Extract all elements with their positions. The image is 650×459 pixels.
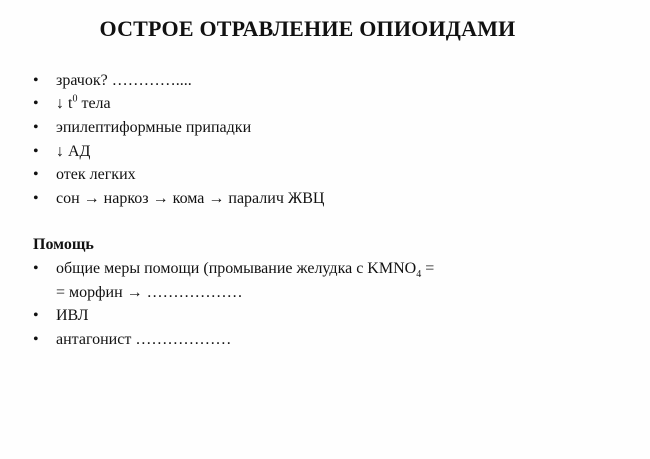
bullet: • xyxy=(33,95,39,112)
bullet: • xyxy=(33,72,39,89)
help-general-measures-suffix: = xyxy=(421,260,435,277)
help-antagonist: антагонист ……………… xyxy=(56,331,232,348)
subscript-4: 4 xyxy=(416,269,422,281)
bullet: • xyxy=(33,307,39,324)
bullet: • xyxy=(33,119,39,136)
symptom-pulmonary-edema: отек легких xyxy=(56,166,136,183)
degree-superscript: 0 xyxy=(72,93,78,105)
symptom-seizures: эпилептиформные припадки xyxy=(56,119,252,136)
bullet: • xyxy=(33,166,39,183)
symptom-pupil: зрачок? ………….... xyxy=(56,72,192,89)
symptom-temperature-main: ↓ t xyxy=(56,95,73,112)
slide-title: ОСТРОЕ ОТРАВЛЕНИЕ ОПИОИДАМИ xyxy=(99,16,516,41)
help-general-measures xyxy=(56,259,434,279)
help-morphine-line: = морфин → ……………… xyxy=(56,284,243,301)
help-ventilation: ИВЛ xyxy=(56,307,89,324)
symptom-blood-pressure: ↓ АД xyxy=(56,143,91,160)
symptom-temperature-suffix: тела xyxy=(77,95,111,112)
bullet: • xyxy=(33,190,39,207)
help-heading: Помощь xyxy=(33,236,94,253)
bullet: • xyxy=(33,143,39,160)
bullet: • xyxy=(33,260,39,277)
symptom-progression: сон → наркоз → кома → паралич ЖВЦ xyxy=(56,190,325,207)
symptom-temperature xyxy=(56,94,111,114)
bullet: • xyxy=(33,331,39,348)
help-general-measures-main: общие меры помощи (промывание желудка с KMNO xyxy=(56,260,417,277)
